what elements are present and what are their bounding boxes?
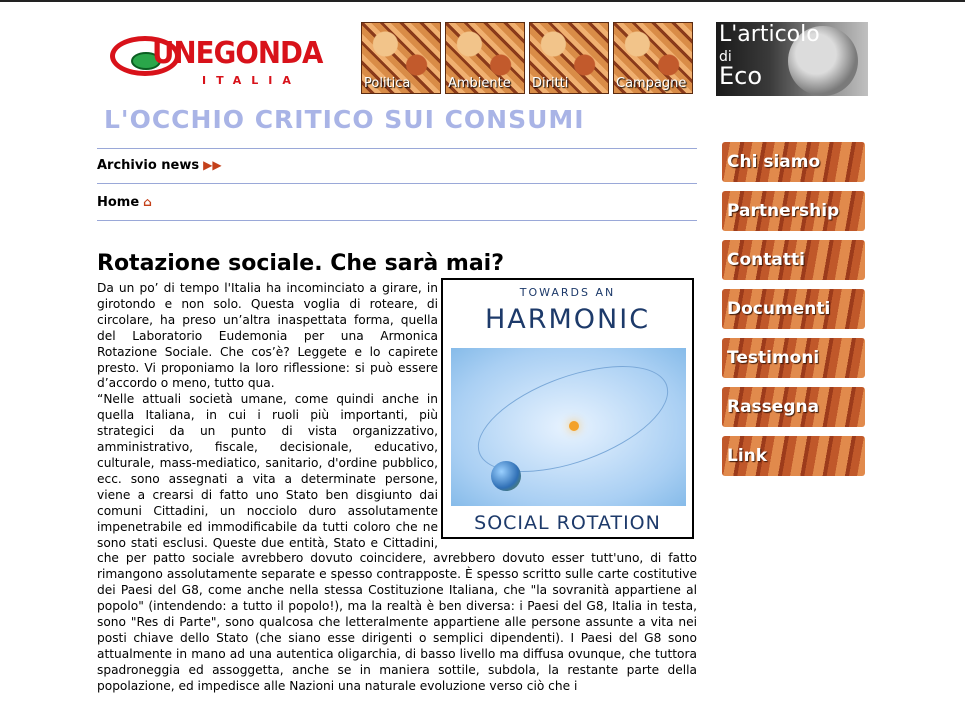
logo-subtitle: ITALIA [202, 74, 301, 87]
divider [97, 148, 697, 149]
sidebar-item-rassegna[interactable]: Rassegna [722, 387, 865, 427]
home-link[interactable]: Home ⌂ [97, 195, 152, 210]
orbit-illustration [451, 348, 686, 506]
sidebar-item-documenti[interactable]: Documenti [722, 289, 865, 329]
nav-ambiente[interactable]: Ambiente [445, 22, 525, 94]
harmonic-rotation-image: TOWARDS AN HARMONIC SOCIAL ROTATION [441, 278, 694, 539]
logo-text: UNEGONDA [152, 36, 323, 71]
nav-campagne[interactable]: Campagne [613, 22, 693, 94]
sun-icon [569, 421, 579, 431]
site-logo[interactable] [110, 32, 340, 92]
site-tagline: L'OCCHIO CRITICO SUI CONSUMI [104, 105, 585, 134]
eco-article-banner[interactable]: L'articolo di Eco [716, 22, 868, 96]
double-arrow-icon: ▶▶ [203, 158, 222, 172]
top-navigation [361, 22, 693, 94]
divider [97, 220, 697, 221]
nav-diritti[interactable]: Diritti [529, 22, 609, 94]
sidebar-item-testimoni[interactable]: Testimoni [722, 338, 865, 378]
nav-politica[interactable]: Politica [361, 22, 441, 94]
article-intro: Da un po’ di tempo l'Italia ha incominciato a girare, in girotondo e non solo. Questa voglia di roteare, di circolare, ha preso un’altra inaspettata forma, quella del Laboratorio Eudemonia per una Armonica Rotazione Sociale. Che cos’è? Leggete e lo capirete presto. Vi proponiamo la loro riflessione: si può essere d’accordo o meno, tutto qua. [97, 281, 438, 391]
sidebar-item-contatti[interactable]: Contatti [722, 240, 865, 280]
article-paragraph: “Nelle attuali società umane, come quindi anche in quella Italiana, in cui i ruoli più importanti, più strategici da un punto di vista organizzativo, amministrativo, fiscale, decisionale, educativo, culturale, mass-mediatico, sanitario, d'ordine pubblico, ecc. sono assegnati a vita a determinate persone, viene a crearsi di fatto uno Stato ben disgiunto dai comuni Cittadini, un nocciolo duro assolutamente impenetrabile ed immodificabile da tutti coloro che ne sono stati esclusi. Queste due entità, Stato e Cittadini, che per patto sociale avrebbero dovuto coincidere, avrebbero dovuto esser tutt'uno, di fatto rimangono assolutamente separate e spesso contrapposte. È spesso scritto sulle carte costitutive dei Paesi del G8, come anche nella stessa Costituzione Italiana, che "la sovranità appartiene al popolo" (intendendo: a tutto il popolo!), ma la realtà è ben diversa: i Paesi del G8, Italia in testa, sono "Res di Parte", sono qualcosa che letteralmente appartiene alle persone assunte a vita nei posti chiave dello Stato (che siano esse dirigenti o semplici dipendenti). I Paesi del G8 sono attualmente in mano ad una autentica oligarchia, di basso livello ma diffusa ovunque, che tuttora spadroneggia ed assoggetta, anche se in maniera sottile, subdola, la restante parte della popolazione, ed impedisce alle Nazioni una naturale evoluzione verso ciò che i [97, 392, 697, 693]
sidebar-item-link[interactable]: Link [722, 436, 865, 476]
sidebar-item-partnership[interactable]: Partnership [722, 191, 865, 231]
planet-icon [491, 461, 521, 491]
sidebar-item-chi-siamo[interactable]: Chi siamo [722, 142, 865, 182]
house-icon: ⌂ [143, 195, 152, 209]
archive-news-link[interactable]: Archivio news ▶▶ [97, 158, 222, 173]
divider [97, 183, 697, 184]
article-title: Rotazione sociale. Che sarà mai? [97, 251, 504, 276]
sidebar-menu [722, 142, 865, 485]
